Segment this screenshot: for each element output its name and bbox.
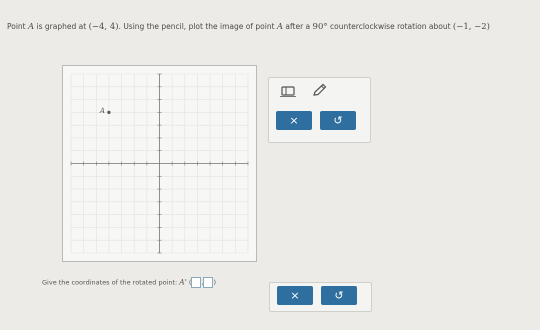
prompt-text-1: Point [7,22,29,31]
prompt-center: (−1, −2) [452,22,491,32]
prompt-point-coords: (−4, 4) [88,22,119,32]
clear-button[interactable]: × [276,111,312,130]
answer-x-input[interactable] [188,277,204,288]
prompt-point-name: A [28,22,35,32]
pencil-icon[interactable] [311,82,329,96]
prompt-point-name-2: A [276,22,284,32]
answer-point-prime: A' [179,277,187,287]
answer-tool-panel [269,282,372,312]
eraser-icon[interactable] [279,83,297,97]
answer-clear-button[interactable]: × [277,286,313,305]
prompt-text-3: . Using the pencil, plot the image of point [118,22,277,31]
answer-row [42,277,216,288]
prompt-text-4: after a [283,22,313,31]
point-a-marker [107,111,110,114]
tool-panel [268,77,371,143]
graph-canvas[interactable] [63,66,256,261]
prompt-text-2: is graphed at [34,22,89,31]
answer-undo-button[interactable]: ↺ [321,286,357,305]
answer-open-paren: ( [188,278,192,287]
prompt-angle: 90° [312,22,328,32]
undo-button[interactable]: ↺ [320,111,356,130]
answer-label: Give the coordinates of the rotated point: [42,278,180,287]
coordinate-graph[interactable] [62,65,257,262]
answer-comma: , [201,278,204,287]
answer-close-paren: ) [213,278,217,287]
point-a-label: A [99,107,105,116]
question-prompt [7,22,490,32]
prompt-text-5: counterclockwise rotation about [327,22,453,31]
answer-y-input[interactable] [203,277,213,288]
